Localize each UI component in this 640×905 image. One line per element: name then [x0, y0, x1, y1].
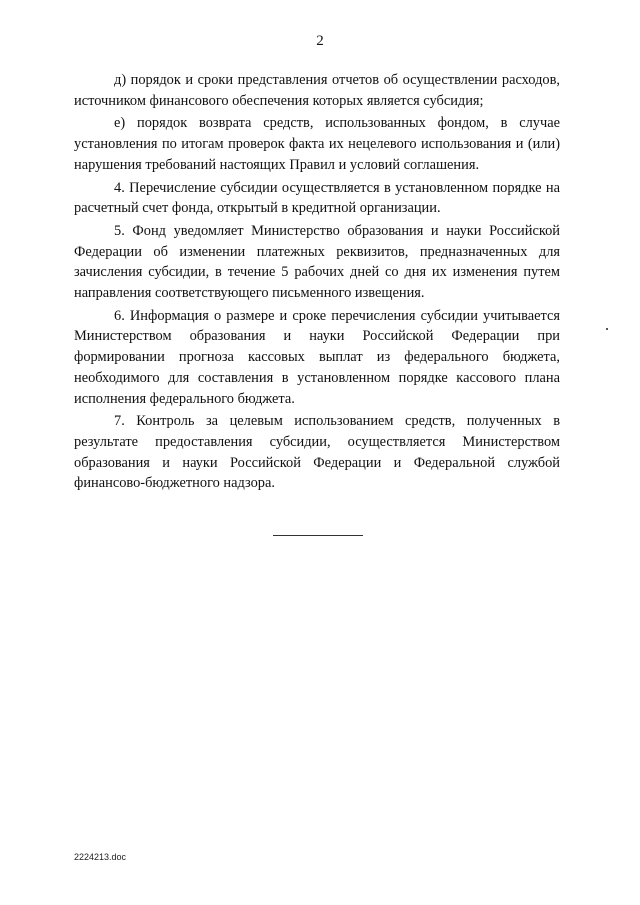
paragraph-d: д) порядок и сроки представления отчетов об осуществлении расходов, источником финансового обеспечения которых является субсидия;	[74, 72, 560, 109]
end-divider	[273, 535, 363, 536]
document-body	[74, 70, 560, 496]
paragraph-7: 7. Контроль за целевым использованием средств, полученных в результате предоставления субсидии, осуществляется Министерством образования и науки Российской Федерации и Федеральной службой финансово-бюджетного надзора.	[74, 413, 560, 492]
file-reference: 2224213.doc	[74, 852, 127, 862]
scan-speck	[606, 328, 608, 330]
paragraph-6: 6. Информация о размере и сроке перечисления субсидии учитывается Министерством образования и науки Российской Федерации при формировании прогноза кассовых выплат из федерального бюджета, необходимого для составления в установленном порядке кассового плана исполнения федерального бюджета.	[74, 307, 560, 407]
page-number: 2	[316, 33, 324, 49]
paragraph-5: 5. Фонд уведомляет Министерство образования и науки Российской Федерации об изменении платежных реквизитов, предназначенных для зачисления субсидии, в течение 5 рабочих дней со дня их изменения путем направления соответствующего письменного извещения.	[74, 222, 560, 302]
paragraph-4: 4. Перечисление субсидии осуществляется в установленном порядке на расчетный счет фонда, открытый в кредитной организации.	[74, 179, 560, 217]
paragraph-e: е) порядок возврата средств, использованных фондом, в случае установления по итогам проверок факта их нецелевого использования и (или) нарушения требований настоящих Правил и условий соглашения.	[74, 115, 560, 173]
